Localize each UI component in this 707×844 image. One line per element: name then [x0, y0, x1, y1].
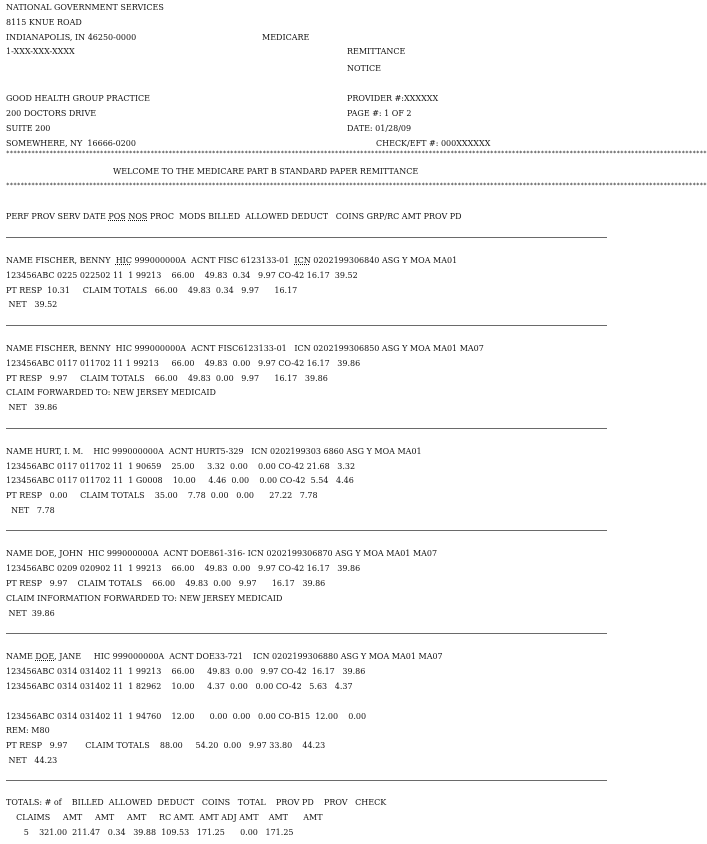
- service-line: 123456ABC 0117 011702 11 1 99213 66.00 49.83 0.00 9.97 CO-42 16.17 39.86: [6, 359, 361, 368]
- claim-header: [6, 651, 443, 662]
- service-line: 123456ABC 0314 031402 11 1 94760 12.00 0.00 0.00 0.00 CO-B15 12.00 0.00: [6, 712, 367, 721]
- claim-patient-surname: DOE: [35, 652, 55, 661]
- column-header-pos: POS: [108, 212, 126, 221]
- claim-header: NAME DOE, JOHN HIC 999000000A ACNT DOE861-316- ICN 0202199306870 ASG Y MOA MA01 MA07: [6, 549, 438, 558]
- payer-phone: 1-XXX-XXX-XXXX: [6, 47, 75, 56]
- welcome-banner: WELCOME TO THE MEDICARE PART B STANDARD PAPER REMITTANCE: [113, 167, 419, 176]
- claim-hic-label: HIC: [115, 256, 132, 265]
- claim-net: NET 39.52: [6, 300, 58, 309]
- remark-code: REM: M80: [6, 726, 50, 735]
- claim-totals: PT RESP 10.31 CLAIM TOTALS 66.00 49.83 0.34 9.97 16.17: [6, 286, 298, 295]
- doc-title-notice: NOTICE: [347, 64, 382, 73]
- program-name: MEDICARE: [262, 33, 310, 42]
- claim-net: NET 7.78: [6, 506, 55, 515]
- claim-header: NAME FISCHER, BENNY HIC 999000000A ACNT FISC6123133-01 ICN 0202199306850 ASG Y MOA MA01 MA07: [6, 344, 484, 353]
- claim-totals: PT RESP 9.97 CLAIM TOTALS 88.00 54.20 0.00 9.97 33.80 44.23: [6, 741, 326, 750]
- claim-totals: PT RESP 0.00 CLAIM TOTALS 35.00 7.78 0.00 0.00 27.22 7.78: [6, 491, 318, 500]
- claim-forwarded: CLAIM FORWARDED TO: NEW JERSEY MEDICAID: [6, 388, 216, 397]
- claim-header: [6, 255, 457, 266]
- provider-suite: SUITE 200: [6, 124, 51, 133]
- section-divider: [6, 530, 607, 531]
- section-divider: [6, 633, 607, 634]
- section-divider: [6, 780, 607, 781]
- check-eft-number: CHECK/EFT #: 000XXXXXX: [376, 139, 491, 148]
- asterisk-separator: **************************************************************************************************************************************************************************************************: [6, 182, 707, 189]
- claim-net: NET 44.23: [6, 756, 58, 765]
- column-header: [6, 211, 462, 222]
- column-header-text: PERF PROV SERV DATE: [6, 212, 109, 221]
- column-header-text: PROC MODS BILLED ALLOWED DEDUCT COINS GRP/RC AMT PROV PD: [147, 212, 462, 221]
- claim-name-text: , JANE HIC 999000000A ACNT DOE33-721 ICN 0202199306880 ASG Y MOA MA01 MA07: [54, 652, 443, 661]
- payer-city-state-zip: INDIANAPOLIS, IN 46250-0000: [6, 33, 137, 42]
- provider-address: 200 DOCTORS DRIVE: [6, 109, 97, 118]
- service-line: 123456ABC 0117 011702 11 1 90659 25.00 3.32 0.00 0.00 CO-42 21.68 3.32: [6, 462, 356, 471]
- claim-header: NAME HURT, I. M. HIC 999000000A ACNT HURT5-329 ICN 0202199303 6860 ASG Y MOA MA01: [6, 447, 422, 456]
- service-line: 123456ABC 0225 022502 11 1 99213 66.00 49.83 0.34 9.97 CO-42 16.17 39.52: [6, 271, 358, 280]
- claim-name-text: 0202199306840 ASG Y MOA MA01: [310, 256, 458, 265]
- remittance-date: DATE: 01/28/09: [347, 124, 412, 133]
- claim-icn-label: ICN: [294, 256, 311, 265]
- page-number: PAGE #: 1 OF 2: [347, 109, 412, 118]
- provider-city-state-zip: SOMEWHERE, NY 16666-0200: [6, 139, 136, 148]
- claim-name-text: NAME FISCHER, BENNY: [6, 256, 116, 265]
- claim-totals: PT RESP 9.97 CLAIM TOTALS 66.00 49.83 0.00 9.97 16.17 39.86: [6, 579, 326, 588]
- section-divider: [6, 237, 607, 238]
- service-line: 123456ABC 0314 031402 11 1 82962 10.00 4.37 0.00 0.00 CO-42 5.63 4.37: [6, 682, 353, 691]
- section-divider: [6, 428, 607, 429]
- column-header-nos: NOS: [128, 212, 148, 221]
- provider-number: PROVIDER #:XXXXXX: [347, 94, 439, 103]
- claim-totals: PT RESP 9.97 CLAIM TOTALS 66.00 49.83 0.00 9.97 16.17 39.86: [6, 374, 328, 383]
- payer-address: 8115 KNUE ROAD: [6, 18, 82, 27]
- totals-header: TOTALS: # of BILLED ALLOWED DEDUCT COINS TOTAL PROV PD PROV CHECK: [6, 798, 387, 807]
- doc-title-remittance: REMITTANCE: [347, 47, 406, 56]
- section-divider: [6, 325, 607, 326]
- service-line: 123456ABC 0314 031402 11 1 99213 66.00 49.83 0.00 9.97 CO-42 16.17 39.86: [6, 667, 366, 676]
- asterisk-separator: **************************************************************************************************************************************************************************************************: [6, 150, 707, 157]
- claim-name-text: 999000000A ACNT FISC 6123133-01: [131, 256, 295, 265]
- totals-values: 5 321.00 211.47 0.34 39.88 109.53 171.25 0.00 171.25: [6, 828, 294, 837]
- claim-net: NET 39.86: [6, 609, 55, 618]
- service-line: 123456ABC 0117 011702 11 1 G0008 10.00 4.46 0.00 0.00 CO-42 5.54 4.46: [6, 476, 354, 485]
- payer-name: NATIONAL GOVERNMENT SERVICES: [6, 3, 164, 12]
- service-line: 123456ABC 0209 020902 11 1 99213 66.00 49.83 0.00 9.97 CO-42 16.17 39.86: [6, 564, 361, 573]
- provider-name: GOOD HEALTH GROUP PRACTICE: [6, 94, 150, 103]
- claim-name-text: NAME: [6, 652, 36, 661]
- totals-subheader: CLAIMS AMT AMT AMT RC AMT. AMT ADJ AMT AMT AMT: [6, 813, 323, 822]
- claim-forwarded: CLAIM INFORMATION FORWARDED TO: NEW JERSEY MEDICAID: [6, 594, 283, 603]
- claim-net: NET 39.86: [6, 403, 58, 412]
